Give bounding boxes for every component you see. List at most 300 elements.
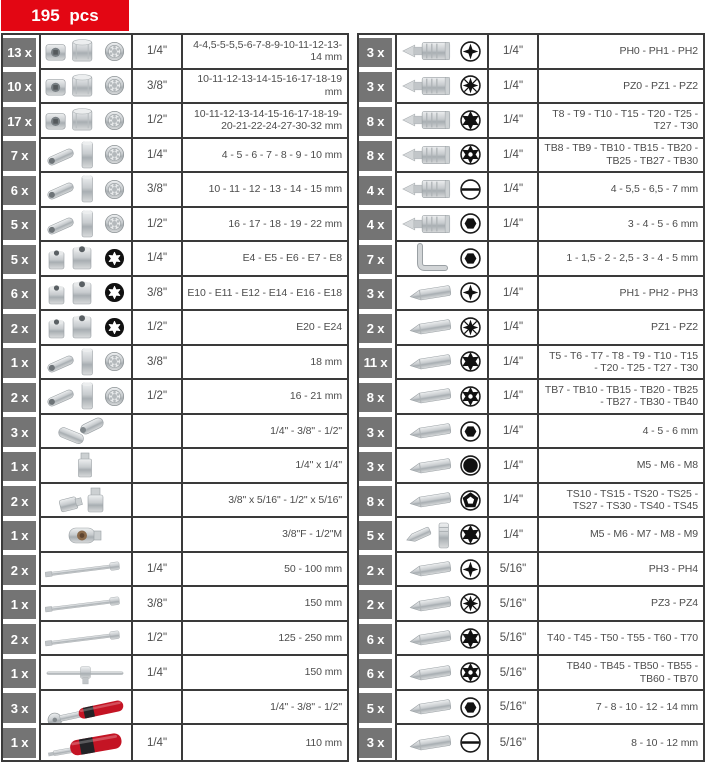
quantity-label: 1 x — [3, 590, 36, 620]
drive-size-label: 1/4" — [487, 70, 537, 105]
quantity-cell — [3, 518, 39, 553]
sizes-values-label: PZ3 - PZ4 — [537, 587, 703, 622]
table-row — [3, 35, 347, 70]
e-socket-pair — [45, 243, 102, 273]
quantity-label: 6 x — [3, 176, 36, 206]
tool-image-cell — [395, 725, 487, 760]
quantity-label: 7 x — [359, 245, 392, 275]
quantity-cell — [359, 553, 395, 588]
tool-image-cell — [39, 311, 131, 346]
quantity-label: 8 x — [359, 383, 392, 413]
quantity-label: 6 x — [359, 624, 392, 654]
quantity-label: 5 x — [3, 245, 36, 275]
sizes-values-label: M5 - M6 - M8 — [537, 449, 703, 484]
table-row — [3, 104, 347, 139]
tool-image-cell — [39, 242, 131, 277]
quantity-cell — [3, 691, 39, 726]
drive-size-label: 1/4" — [487, 346, 537, 381]
tool-image-cell — [39, 449, 131, 484]
drive-size-label: 1/4" — [487, 139, 537, 174]
quantity-label: 6 x — [359, 659, 392, 689]
sizes-values-label: 50 - 100 mm — [181, 553, 347, 588]
tool-image-cell — [39, 173, 131, 208]
sizes-values-label: 150 mm — [181, 587, 347, 622]
drive-size-label: 1/4" — [487, 208, 537, 243]
tool-image-cell — [395, 346, 487, 381]
sizes-values-label: PH1 - PH2 - PH3 — [537, 277, 703, 312]
sizes-values-label: PZ1 - PZ2 — [537, 311, 703, 346]
left-table — [1, 33, 349, 762]
tool-image-cell — [395, 484, 487, 519]
tool-image-cell — [395, 587, 487, 622]
quantity-cell — [359, 70, 395, 105]
quantity-label: 13 x — [3, 38, 36, 68]
drive-size-label — [131, 484, 181, 519]
drive-size-label: 1/4" — [487, 449, 537, 484]
quantity-cell — [359, 518, 395, 553]
quantity-label: 5 x — [359, 693, 392, 723]
quantity-cell — [359, 622, 395, 657]
table-row — [3, 518, 347, 553]
drive-size-label — [131, 415, 181, 450]
drive-size-label: 1/4" — [487, 380, 537, 415]
table-row — [359, 656, 703, 691]
bit — [401, 485, 458, 515]
sizes-values-label: 18 mm — [181, 346, 347, 381]
quantity-cell — [3, 553, 39, 588]
quantity-cell — [359, 484, 395, 519]
pozidriv-icon — [460, 593, 481, 614]
tool-image-cell — [39, 725, 131, 760]
table-row — [3, 415, 347, 450]
deep-socket-pair — [45, 174, 102, 204]
quantity-label: 8 x — [359, 107, 392, 137]
sizes-values-label: PZ0 - PZ1 - PZ2 — [537, 70, 703, 105]
sizes-values-label: 4 - 5 - 6 - 7 - 8 - 9 - 10 mm — [181, 139, 347, 174]
quantity-label: 3 x — [359, 452, 392, 482]
table-row — [359, 415, 703, 450]
drive-size-label: 5/16" — [487, 691, 537, 726]
table-row — [3, 173, 347, 208]
deep-socket-pair — [45, 381, 102, 411]
quantity-cell — [359, 691, 395, 726]
table-row — [359, 139, 703, 174]
torx-tamper-icon — [460, 662, 481, 683]
quantity-label: 2 x — [3, 314, 36, 344]
phillips-icon — [460, 282, 481, 303]
table-row — [3, 587, 347, 622]
table-row — [3, 311, 347, 346]
sizes-values-label: 7 - 8 - 10 - 12 - 14 mm — [537, 691, 703, 726]
table-row — [3, 242, 347, 277]
drive-size-label: 1/4" — [487, 277, 537, 312]
quantity-label: 1 x — [3, 521, 36, 551]
quantity-label: 3 x — [359, 72, 392, 102]
tool-image-cell — [395, 104, 487, 139]
tool-image-cell — [39, 656, 131, 691]
drive-size-label: 1/4" — [487, 415, 537, 450]
bit — [401, 381, 458, 411]
socket-end-icon — [104, 351, 125, 372]
adapter — [45, 451, 125, 481]
sizes-values-label: TB40 - TB45 - TB50 - TB55 - TB60 - TB70 — [537, 656, 703, 691]
quantity-label: 1 x — [3, 659, 36, 689]
quantity-cell — [359, 208, 395, 243]
table-row — [359, 311, 703, 346]
table-row — [3, 208, 347, 243]
drive-size-label: 3/8" — [131, 346, 181, 381]
bit — [401, 658, 458, 688]
quantity-cell — [359, 311, 395, 346]
socket-end-icon — [104, 144, 125, 165]
socket-pair — [45, 71, 102, 101]
drive-size-label: 1/4" — [487, 104, 537, 139]
drive-size-label: 5/16" — [487, 656, 537, 691]
slotted-icon — [460, 179, 481, 200]
hex-icon — [460, 213, 481, 234]
extension-bar — [45, 554, 125, 584]
quantity-cell — [359, 277, 395, 312]
quantity-label: 2 x — [359, 590, 392, 620]
quantity-label: 1 x — [3, 348, 36, 378]
table-row — [3, 725, 347, 760]
drive-size-label: 1/2" — [131, 311, 181, 346]
quantity-cell — [359, 380, 395, 415]
sizes-values-label: 8 - 10 - 12 mm — [537, 725, 703, 760]
bit-socket — [401, 71, 458, 101]
quantity-label: 2 x — [359, 555, 392, 585]
extension-bar — [45, 623, 125, 653]
table-row — [359, 242, 703, 277]
drive-size-label: 1/4" — [131, 725, 181, 760]
tool-image-cell — [39, 415, 131, 450]
drive-size-label: 1/4" — [487, 173, 537, 208]
drive-size-label — [487, 242, 537, 277]
universal-joint — [45, 416, 125, 446]
bit — [401, 416, 458, 446]
socket-end-icon — [104, 179, 125, 200]
bit-socket — [401, 105, 458, 135]
drive-size-label: 1/2" — [131, 380, 181, 415]
sizes-values-label: E20 - E24 — [181, 311, 347, 346]
table-row — [359, 104, 703, 139]
tool-image-cell — [395, 173, 487, 208]
tool-image-cell — [395, 656, 487, 691]
table-row — [3, 691, 347, 726]
torx-tamper-icon — [460, 386, 481, 407]
sizes-values-label: 1/4" - 3/8" - 1/2" — [181, 691, 347, 726]
table-row — [3, 656, 347, 691]
sizes-values-label: PH0 - PH1 - PH2 — [537, 35, 703, 70]
hex-icon — [460, 248, 481, 269]
phillips-icon — [460, 559, 481, 580]
torx-icon — [460, 110, 481, 131]
quantity-cell — [359, 587, 395, 622]
tool-image-cell — [395, 311, 487, 346]
deep-socket-pair — [45, 209, 102, 239]
sizes-values-label: 3 - 4 - 5 - 6 mm — [537, 208, 703, 243]
quantity-label: 3 x — [359, 728, 392, 758]
tool-image-cell — [39, 587, 131, 622]
quantity-cell — [3, 173, 39, 208]
tool-image-cell — [39, 139, 131, 174]
table-row — [3, 553, 347, 588]
bit — [401, 347, 458, 377]
drive-size-label: 1/2" — [131, 622, 181, 657]
tool-image-cell — [39, 691, 131, 726]
e-torx-icon — [104, 317, 125, 338]
table-row — [3, 70, 347, 105]
bit — [401, 728, 458, 758]
sizes-values-label: T5 - T6 - T7 - T8 - T9 - T10 - T15 - T20 - T25 - T27 - T30 — [537, 346, 703, 381]
reducer-adapter — [45, 520, 125, 550]
quantity-label: 1 x — [3, 452, 36, 482]
table-row — [3, 484, 347, 519]
e-socket-pair — [45, 312, 102, 342]
table-row — [3, 622, 347, 657]
tool-image-cell — [39, 346, 131, 381]
quantity-label: 2 x — [3, 624, 36, 654]
bit — [401, 554, 458, 584]
quantity-cell — [359, 415, 395, 450]
sizes-values-label: 150 mm — [181, 656, 347, 691]
quantity-cell — [3, 346, 39, 381]
sizes-values-label: 4 - 5 - 6 mm — [537, 415, 703, 450]
drive-size-label: 1/2" — [131, 104, 181, 139]
quantity-cell — [3, 622, 39, 657]
quantity-label: 2 x — [3, 383, 36, 413]
sizes-values-label: TB8 - TB9 - TB10 - TB15 - TB20 - TB25 - TB27 - TB30 — [537, 139, 703, 174]
tool-image-cell — [395, 449, 487, 484]
tool-image-cell — [395, 35, 487, 70]
table-row — [359, 346, 703, 381]
tool-image-cell — [39, 553, 131, 588]
quantity-cell — [3, 656, 39, 691]
bit-socket — [401, 174, 458, 204]
table-row — [359, 35, 703, 70]
sizes-values-label: 3/8"F - 1/2"M — [181, 518, 347, 553]
drive-size-label: 5/16" — [487, 622, 537, 657]
tool-image-cell — [39, 380, 131, 415]
sizes-values-label: E10 - E11 - E12 - E14 - E16 - E18 — [181, 277, 347, 312]
drive-size-label: 5/16" — [487, 587, 537, 622]
sizes-values-label: PH3 - PH4 — [537, 553, 703, 588]
quantity-label: 3 x — [359, 279, 392, 309]
sizes-values-label: 125 - 250 mm — [181, 622, 347, 657]
deep-socket-pair — [45, 347, 102, 377]
quantity-cell — [3, 725, 39, 760]
tool-image-cell — [39, 518, 131, 553]
bit — [401, 278, 458, 308]
sizes-values-label: E4 - E5 - E6 - E7 - E8 — [181, 242, 347, 277]
drive-size-label: 1/2" — [131, 208, 181, 243]
phillips-icon — [460, 41, 481, 62]
drive-size-label: 5/16" — [487, 553, 537, 588]
quantity-cell — [359, 35, 395, 70]
five-lobe-icon — [460, 490, 481, 511]
piece-count-badge — [1, 0, 129, 31]
table-row — [359, 553, 703, 588]
table-row — [359, 208, 703, 243]
quantity-cell — [3, 242, 39, 277]
quantity-label: 1 x — [3, 728, 36, 758]
bit-socket — [401, 36, 458, 66]
table-row — [3, 346, 347, 381]
quantity-label: 5 x — [3, 210, 36, 240]
sizes-values-label: M5 - M6 - M7 - M8 - M9 — [537, 518, 703, 553]
quantity-label: 11 x — [359, 348, 392, 378]
quantity-cell — [359, 139, 395, 174]
torx-icon — [460, 524, 481, 545]
quantity-label: 2 x — [3, 555, 36, 585]
drive-size-label: 1/4" — [131, 139, 181, 174]
table-row — [3, 449, 347, 484]
quantity-cell — [3, 587, 39, 622]
e-torx-icon — [104, 248, 125, 269]
bit-socket — [401, 140, 458, 170]
table-row — [359, 691, 703, 726]
drive-size-label: 1/4" — [131, 656, 181, 691]
socket-end-icon — [104, 386, 125, 407]
tool-image-cell — [395, 380, 487, 415]
tool-image-cell — [39, 622, 131, 657]
tool-image-cell — [395, 518, 487, 553]
deep-socket-pair — [45, 140, 102, 170]
table-row — [359, 484, 703, 519]
quantity-label: 3 x — [359, 417, 392, 447]
hex-key — [401, 243, 458, 273]
drive-size-label: 3/8" — [131, 70, 181, 105]
sizes-values-label: 1 - 1,5 - 2 - 2,5 - 3 - 4 - 5 mm — [537, 242, 703, 277]
quantity-label: 3 x — [3, 693, 36, 723]
drive-size-label — [131, 518, 181, 553]
hex-icon — [460, 421, 481, 442]
sizes-values-label: 3/8" x 5/16" - 1/2" x 5/16" — [181, 484, 347, 519]
drive-size-label: 5/16" — [487, 725, 537, 760]
sizes-values-label: 10 - 11 - 12 - 13 - 14 - 15 mm — [181, 173, 347, 208]
drive-size-label: 1/4" — [487, 311, 537, 346]
quantity-label: 8 x — [359, 141, 392, 171]
sizes-values-label: TS10 - TS15 - TS20 - TS25 - TS27 - TS30 - TS40 - TS45 — [537, 484, 703, 519]
quantity-cell — [3, 311, 39, 346]
quantity-cell — [3, 415, 39, 450]
quantity-cell — [3, 277, 39, 312]
sizes-values-label: T8 - T9 - T10 - T15 - T20 - T25 - T27 - T30 — [537, 104, 703, 139]
drive-size-label: 1/4" — [131, 553, 181, 588]
bit-socket — [401, 209, 458, 239]
spline-icon — [460, 455, 481, 476]
sizes-values-label: 16 - 17 - 18 - 19 - 22 mm — [181, 208, 347, 243]
drive-size-label: 1/4" — [131, 242, 181, 277]
tool-image-cell — [395, 277, 487, 312]
table-row — [359, 587, 703, 622]
tool-image-cell — [395, 622, 487, 657]
drive-size-label: 1/4" — [487, 484, 537, 519]
torx-icon — [460, 628, 481, 649]
sizes-values-label: 10-11-12-13-14-15-16-17-18-19-20-21-22-24-27-30-32 mm — [181, 104, 347, 139]
bit — [401, 692, 458, 722]
tool-image-cell — [39, 35, 131, 70]
tool-image-cell — [395, 208, 487, 243]
quantity-label: 4 x — [359, 210, 392, 240]
e-torx-icon — [104, 282, 125, 303]
quantity-cell — [3, 35, 39, 70]
tool-image-cell — [395, 139, 487, 174]
socket-pair — [45, 36, 102, 66]
torx-tamper-icon — [460, 144, 481, 165]
quantity-cell — [3, 104, 39, 139]
e-socket-pair — [45, 278, 102, 308]
ratchet — [45, 691, 125, 723]
slotted-icon — [460, 732, 481, 753]
quantity-cell — [359, 173, 395, 208]
tool-image-cell — [39, 277, 131, 312]
tool-image-cell — [39, 484, 131, 519]
sizes-values-label: 4-4,5-5-5,5-6-7-8-9-10-11-12-13-14 mm — [181, 35, 347, 70]
right-table — [357, 33, 705, 762]
piece-count-label: 195 pcs — [31, 5, 99, 25]
sizes-values-label: TB7 - TB10 - TB15 - TB20 - TB25 - TB27 - TB30 - TB40 — [537, 380, 703, 415]
drive-size-label: 3/8" — [131, 587, 181, 622]
table-row — [3, 380, 347, 415]
drive-size-label: 1/4" — [487, 35, 537, 70]
sizes-values-label: 1/4" x 1/4" — [181, 449, 347, 484]
tool-image-cell — [395, 70, 487, 105]
quantity-cell — [3, 139, 39, 174]
quantity-label: 2 x — [359, 314, 392, 344]
table-row — [359, 518, 703, 553]
quantity-cell — [359, 449, 395, 484]
socket-end-icon — [104, 110, 125, 131]
bit-pair — [401, 520, 458, 550]
tool-image-cell — [395, 691, 487, 726]
quantity-cell — [359, 725, 395, 760]
bit — [401, 623, 458, 653]
quantity-cell — [3, 208, 39, 243]
quantity-label: 2 x — [3, 486, 36, 516]
drive-size-label: 3/8" — [131, 173, 181, 208]
table-row — [3, 139, 347, 174]
sizes-values-label: 110 mm — [181, 725, 347, 760]
quantity-label: 3 x — [359, 38, 392, 68]
quantity-cell — [3, 380, 39, 415]
extension-bar — [45, 589, 125, 619]
drive-size-label: 3/8" — [131, 277, 181, 312]
table-row — [3, 277, 347, 312]
quantity-label: 8 x — [359, 486, 392, 516]
quantity-label: 17 x — [3, 107, 36, 137]
quantity-cell — [3, 70, 39, 105]
quantity-cell — [3, 484, 39, 519]
quantity-cell — [359, 346, 395, 381]
table-row — [359, 173, 703, 208]
sliding-t-handle — [45, 658, 125, 688]
adapter-pair — [45, 485, 125, 515]
tool-image-cell — [39, 208, 131, 243]
table-row — [359, 70, 703, 105]
table-row — [359, 277, 703, 312]
socket-end-icon — [104, 41, 125, 62]
tool-image-cell — [395, 242, 487, 277]
quantity-cell — [359, 242, 395, 277]
quantity-cell — [3, 449, 39, 484]
tool-image-cell — [39, 104, 131, 139]
sizes-values-label: 4 - 5,5 - 6,5 - 7 mm — [537, 173, 703, 208]
pozidriv-icon — [460, 317, 481, 338]
bit — [401, 451, 458, 481]
sizes-values-label: 16 - 21 mm — [181, 380, 347, 415]
sizes-values-label: T40 - T45 - T50 - T55 - T60 - T70 — [537, 622, 703, 657]
